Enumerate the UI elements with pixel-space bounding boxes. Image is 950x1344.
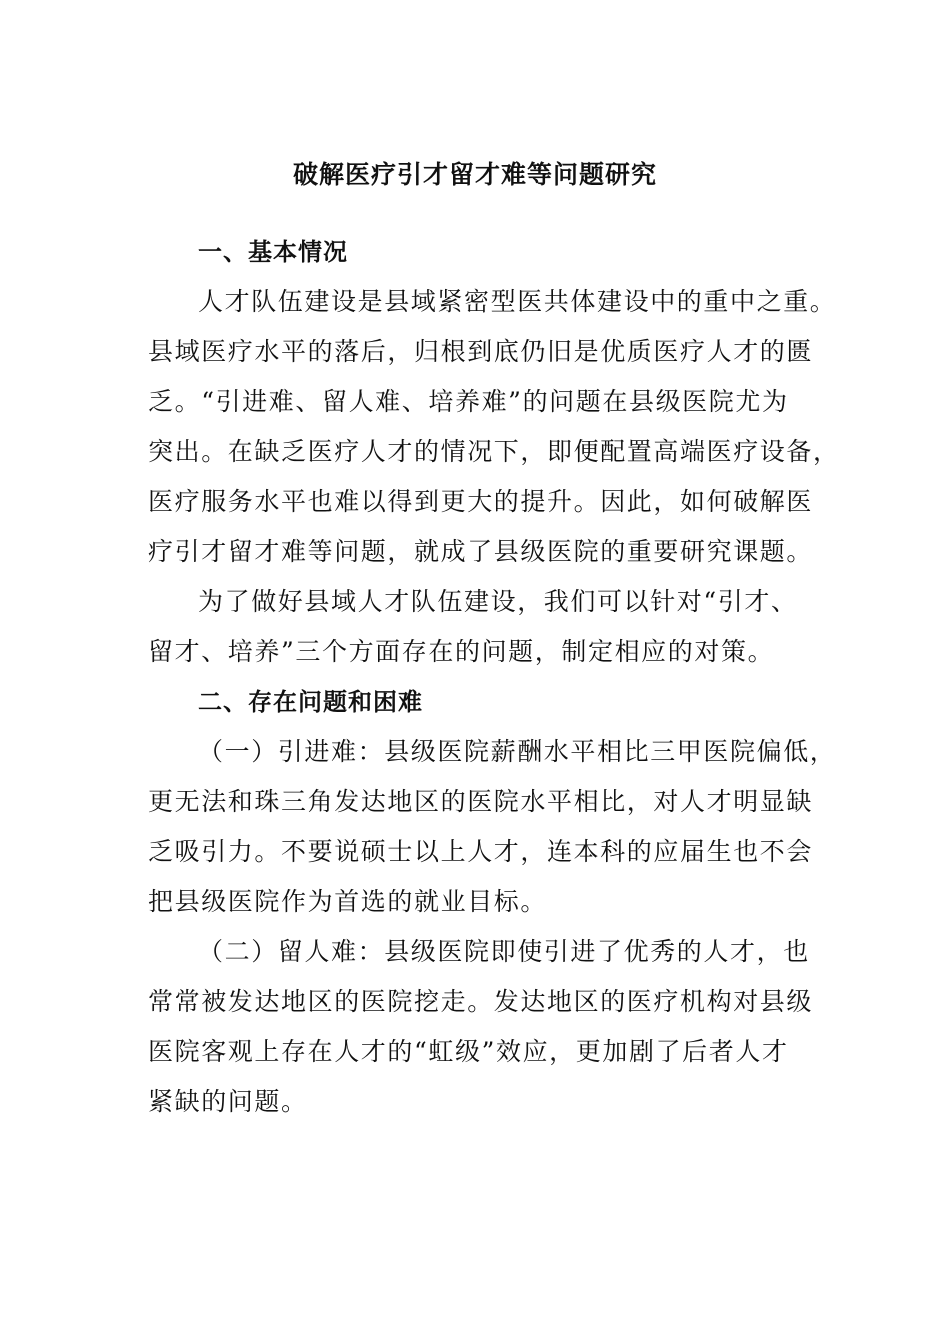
document-title: 破解医疗引才留才难等问题研究 xyxy=(292,160,657,189)
paragraph-line: 紧缺的问题。 xyxy=(148,1087,308,1116)
paragraph-line: 医疗服务水平也难以得到更大的提升。因此，如何破解医 xyxy=(148,487,814,516)
paragraph-line: 常常被发达地区的医院挖走。发达地区的医疗机构对县级 xyxy=(148,987,814,1016)
paragraph-line: 为了做好县域人才队伍建设，我们可以针对“引才、 xyxy=(198,587,798,616)
paragraph-line: 突出。在缺乏医疗人才的情况下，即便配置高端医疗设备， xyxy=(148,437,840,466)
paragraph-line: 乏。“引进难、留人难、培养难”的问题在县级医院尤为 xyxy=(148,387,789,416)
paragraph-line: 更无法和珠三角发达地区的医院水平相比，对人才明显缺 xyxy=(148,787,814,816)
paragraph-line: 乏吸引力。不要说硕士以上人才，连本科的应届生也不会 xyxy=(148,837,814,866)
paragraph-line: 留才、培养”三个方面存在的问题，制定相应的对策。 xyxy=(148,637,775,666)
paragraph-line: 疗引才留才难等问题，就成了县级医院的重要研究课题。 xyxy=(148,537,814,566)
section-heading-basic-situation: 一、基本情况 xyxy=(198,237,348,266)
paragraph-line: 人才队伍建设是县域紧密型医共体建设中的重中之重。 xyxy=(198,287,837,316)
paragraph-line: 医院客观上存在人才的“虹级”效应，更加剧了后者人才 xyxy=(148,1037,789,1066)
paragraph-line: 县域医疗水平的落后，归根到底仍旧是优质医疗人才的匮 xyxy=(148,337,814,366)
paragraph-line: 把县级医院作为首选的就业目标。 xyxy=(148,887,548,916)
paragraph-line: （二）留人难：县级医院即使引进了优秀的人才，也 xyxy=(198,937,810,966)
paragraph-line: （一）引进难：县级医院薪酬水平相比三甲医院偏低， xyxy=(198,737,837,766)
section-heading-problems: 二、存在问题和困难 xyxy=(198,687,423,716)
